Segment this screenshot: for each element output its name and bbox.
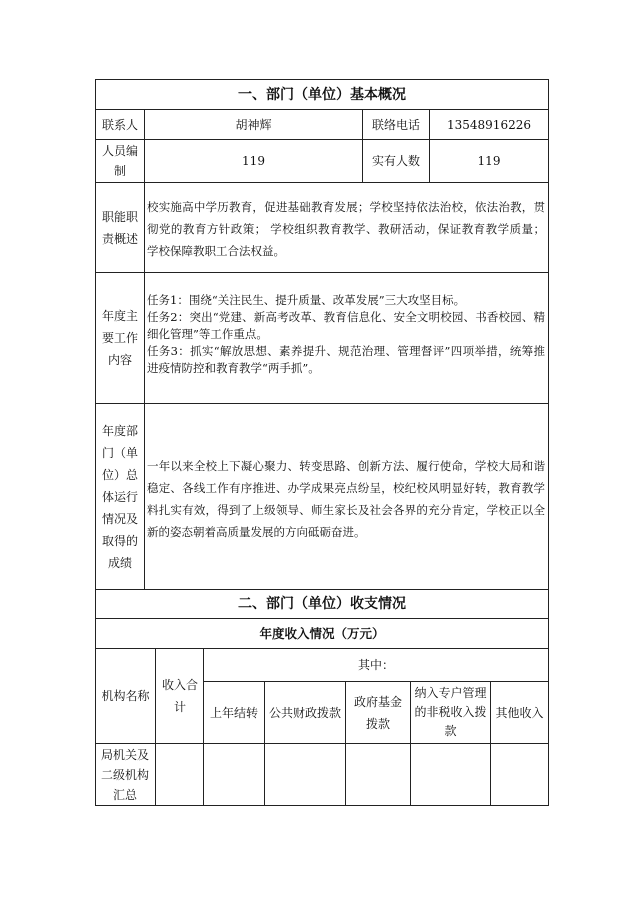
income-subtitle: 年度收入情况（万元） (259, 625, 385, 641)
phone-label: 联络电话 (371, 117, 420, 132)
contact-value: 胡神辉 (235, 117, 272, 132)
results-text: 一年以来全校上下凝心聚力、转变思路、创新方法、履行使命，学校大局和谐稳定、各线工作有序推进、办学成果亮点纷呈，校纪校风明显好转，教育教学料扎实有效，得到了上级领导、师生家长及社会各界的充分肯定，学校正以全新的姿态朝着高质量发展的方向砥砺奋进。 (147, 459, 545, 539)
col-nontax: 纳入专户管理的非税收入拨款 (414, 686, 487, 738)
col-gov-fund: 政府基金拨款 (353, 694, 402, 731)
results-label: 年度部门（单位）总体运行情况及取得的成绩 (101, 423, 138, 570)
col-of-which: 其中： (357, 658, 394, 672)
col-carryover: 上年结转 (209, 705, 258, 720)
task-1: 任务1：围绕“关注民生、提升质量、改革发展”三大攻坚目标。 (147, 293, 466, 307)
col-public-finance: 公共财政拨款 (268, 705, 341, 720)
col-other-income: 其他收入 (495, 705, 544, 720)
col-total: 收入合计 (161, 678, 198, 714)
task-3: 任务3：抓实“解放思想、素养提升、规范治理、管理督评”四项举措，统筹推进疫情防控和教育教学“两手抓”。 (147, 344, 545, 375)
table-border-right (548, 79, 549, 805)
phone-value: 13548916226 (447, 117, 531, 132)
function-text: 校实施高中学历教育，促进基础教育发展；学校坚持依法治校，依法治教，贯彻党的教育方针政策； 学校组织教育教学、教研活动，保证教育教学质量； 学校保障教职工合法权益。 (147, 200, 545, 258)
section2-title: 二、部门（单位）收支情况 (238, 596, 406, 612)
staffing-label: 人员编制 (101, 144, 138, 178)
row1-org-label: 局机关及二级机构汇总 (100, 747, 149, 802)
contact-label: 联系人 (101, 117, 138, 132)
staffing-value: 119 (242, 154, 265, 168)
actual-label: 实有人数 (371, 154, 420, 168)
function-label: 职能职责概述 (101, 209, 138, 246)
actual-value: 119 (477, 154, 501, 168)
tasks-label: 年度主要工作内容 (101, 309, 138, 367)
col-org-name: 机构名称 (101, 689, 150, 703)
section1-title: 一、部门（单位）基本概况 (238, 86, 406, 103)
task-2: 任务2：突出“党建、新高考改革、教育信息化、安全文明校园、书香校园、精细化管理”等工作重点。 (147, 310, 545, 341)
